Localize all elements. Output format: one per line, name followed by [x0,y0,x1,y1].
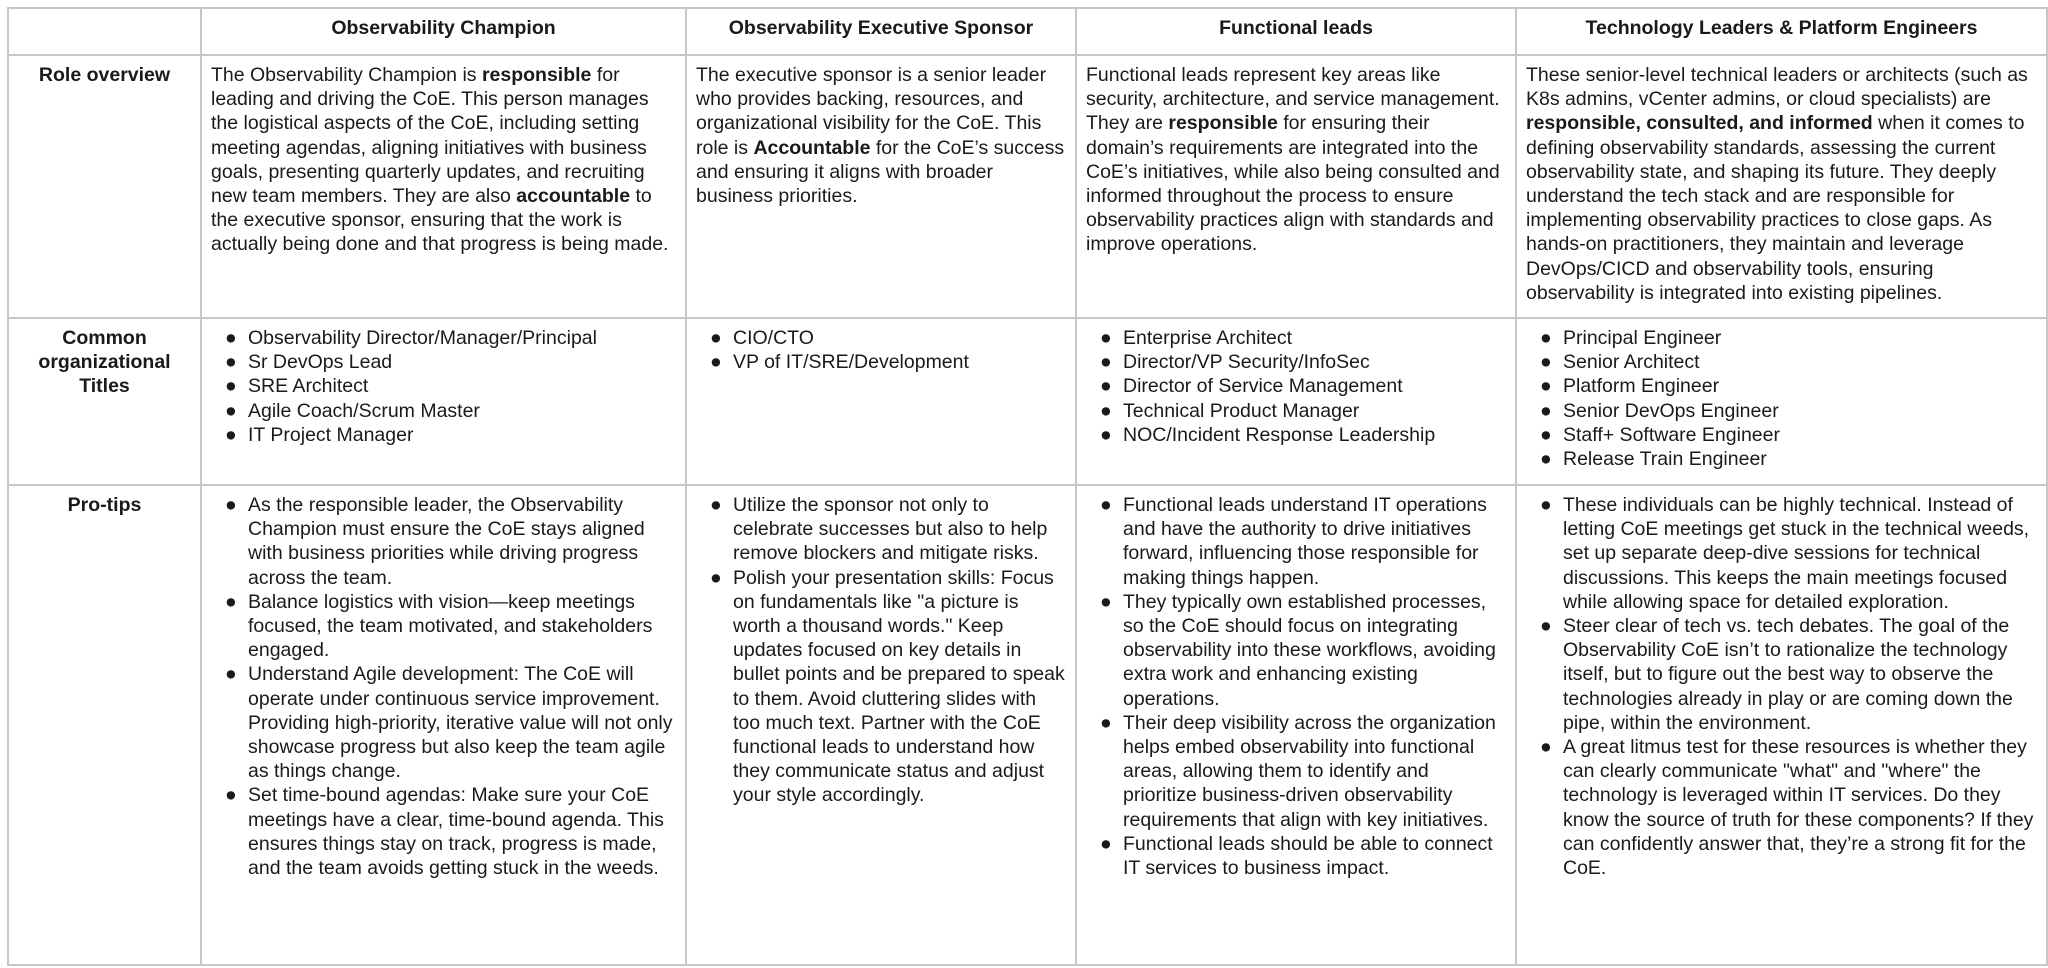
list-item [1086,423,1506,447]
row-header-pro-tips: Pro-tips [8,485,201,965]
titles-champion [201,318,686,485]
list-item [211,783,676,880]
list-item-text: Balance logistics with vision—keep meetings focused, the team motivated, and stakeholders engaged. [248,590,653,662]
titles-list [1526,326,2037,471]
header-functional-leads: Functional leads [1076,8,1516,55]
list-item-text: Director of Service Management [1123,375,1403,398]
list-item-text: Staff+ Software Engineer [1563,423,1780,446]
bullet-icon: ● [225,327,237,349]
bullet-icon: ● [1540,351,1552,374]
titles-functional-leads [1076,318,1516,485]
list-item-text: Technical Product Manager [1123,399,1360,422]
list-item [211,423,676,447]
roles-table [7,7,2048,966]
row-header-common-titles: Common organizational Titles [8,318,201,485]
list-item [1086,399,1506,423]
list-item [211,374,676,398]
list-item-text: Release Train Engineer [1563,448,1767,471]
tips-sponsor [686,485,1076,965]
list-item [211,662,676,783]
list-item [1526,493,2037,614]
body-text: These senior-level technical leaders or architects (such as K8s admins, vCenter admins, or cloud specialists) are [1526,64,2028,111]
list-item-text: Sr DevOps Lead [248,351,393,374]
bullet-icon: ● [1100,327,1112,349]
list-item [696,326,1066,350]
bullet-icon: ● [1540,375,1552,398]
list-item-text: SRE Architect [248,375,369,398]
titles-sponsor [686,318,1076,485]
tips-list [1526,493,2037,880]
emphasis-text: Accountable [753,136,871,159]
bullet-icon: ● [1540,736,1552,759]
header-executive-sponsor: Observability Executive Sponsor [686,8,1076,55]
pro-tips-row [8,485,2047,965]
tips-technology-leaders [1516,485,2047,965]
bullet-icon: ● [225,351,237,374]
titles-technology-leaders [1516,318,2047,485]
list-item-text: A great litmus test for these resources is whether they can clearly communicate "what" and "where" the technology is leveraged within IT services. Do they know the source of truth for these components? If they can confidently answer that, they’re a strong fit for the CoE. [1563,736,2034,880]
list-item-text: Functional leads should be able to connect IT services to business impact. [1123,832,1493,880]
tips-list [696,493,1066,808]
body-text: for leading and driving the CoE. This person manages the logistical aspects of the CoE, including setting meeting agendas, aligning initiatives with business goals, presenting quarterly updates, and recruiting new team members. They are also [211,64,649,208]
list-item [696,350,1066,374]
list-item-text: Their deep visibility across the organization helps embed observability into functional areas, allowing them to identify and prioritize business-driven observability requirements that align with key initiatives. [1123,711,1496,831]
bullet-icon: ● [1100,494,1112,516]
list-item [211,493,676,590]
list-item-text: They typically own established processes, so the CoE should focus on integrating observability into these workflows, avoiding extra work and enhancing existing operations. [1123,590,1496,710]
emphasis-text: responsible [481,64,592,86]
overview-sponsor [686,55,1076,318]
list-item-text: IT Project Manager [248,423,414,446]
header-technology-leaders: Technology Leaders & Platform Engineers [1516,8,2047,55]
list-item-text: Set time-bound agendas: Make sure your CoE meetings have a clear, time-bound agenda. This ensures things stay on track, progress is made, and the team avoids getting stuck in the weeds. [248,784,664,880]
body-text: Functional leads represent key areas like security, architecture, and service management. They are [1086,64,1500,135]
role-overview-row [8,55,2047,318]
list-item-text: Senior Architect [1563,351,1700,374]
bullet-icon: ● [1540,423,1552,446]
emphasis-text: accountable [516,185,631,208]
bullet-icon: ● [1100,832,1112,855]
list-item-text: Agile Coach/Scrum Master [248,399,480,422]
bullet-icon: ● [1100,423,1112,446]
list-item-text: Enterprise Architect [1123,327,1293,349]
list-item-text: CIO/CTO [733,327,814,349]
bullet-icon: ● [225,494,237,516]
list-item [1086,711,1506,832]
list-item-text: Director/VP Security/InfoSec [1123,351,1370,374]
list-item-text: Steer clear of tech vs. tech debates. The goal of the Observability CoE isn’t to rationalize the technology itself, but to figure out the best way to observe the technologies already in play or are coming down the pipe, within the environment. [1563,615,2013,734]
overview-functional-leads [1076,55,1516,318]
bullet-icon: ● [225,784,237,807]
list-item-text: These individuals can be highly technical. Instead of letting CoE meetings get stuck in the technical weeds, set up separate deep-dive sessions for technical discussions. This keeps the main meetings focused while allowing space for detailed exploration. [1563,494,2030,613]
bullet-icon: ● [225,663,237,686]
bullet-icon: ● [1100,711,1112,734]
bullet-icon: ● [710,566,722,589]
header-observability-champion: Observability Champion [201,8,686,55]
titles-list [696,326,1066,374]
list-item-text: As the responsible leader, the Observability Champion must ensure the CoE stays aligned with business priorities while driving progress across the team. [248,494,645,589]
bullet-icon: ● [1540,327,1552,349]
list-item [1086,832,1506,880]
emphasis-text: responsible [1168,112,1278,135]
body-text: when it comes to defining observability standards, assessing the current observability state, and shaping its future. They deeply understand the tech stack and are responsible for implementing observability practices to close gaps. As hands-on practitioners, they maintain and leverage DevOps/CICD and observability tools, ensuring observability is integrated into existing pipelines. [1526,112,2025,304]
list-item [696,493,1066,566]
header-row [8,8,2047,55]
list-item-text: VP of IT/SRE/Development [733,351,969,374]
tips-list [211,493,676,880]
bullet-icon: ● [225,375,237,398]
list-item [1526,350,2037,374]
list-item-text: Principal Engineer [1563,327,1722,349]
body-text: to the executive sponsor, ensuring that the work is actually being done and that progress is being made. [211,185,669,256]
list-item [1526,447,2037,471]
common-titles-row [8,318,2047,485]
bullet-icon: ● [1540,399,1552,422]
body-text: The Observability Champion is [211,64,482,86]
list-item [1526,374,2037,398]
tips-list [1086,493,1506,880]
list-item [1086,493,1506,590]
body-text: for ensuring their domain’s requirements are integrated into the CoE’s initiatives, while also being consulted and informed throughout the process to ensure observability practices align with standards and improve operations. [1086,112,1500,256]
bullet-icon: ● [1540,494,1552,516]
bullet-icon: ● [710,494,722,516]
bullet-icon: ● [225,423,237,446]
list-item [211,326,676,350]
list-item [211,350,676,374]
list-item-text: Functional leads understand IT operations and have the authority to drive initiatives forward, influencing those responsible for making things happen. [1123,494,1487,589]
emphasis-text: responsible, consulted, and informed [1526,112,1873,135]
list-item [696,566,1066,808]
list-item-text: NOC/Incident Response Leadership [1123,423,1436,446]
titles-list [211,326,676,447]
bullet-icon: ● [1100,375,1112,398]
list-item [1526,399,2037,423]
list-item [1526,614,2037,735]
list-item-text: Observability Director/Manager/Principal [248,327,597,349]
bullet-icon: ● [1100,399,1112,422]
header-corner-cell [8,8,201,55]
list-item-text: Senior DevOps Engineer [1563,399,1779,422]
bullet-icon: ● [225,399,237,422]
list-item-text: Platform Engineer [1563,375,1720,398]
list-item [1086,326,1506,350]
tips-champion [201,485,686,965]
list-item [211,590,676,663]
tips-functional-leads [1076,485,1516,965]
body-text: for the CoE’s success and ensuring it aligns with broader business priorities. [696,136,1065,208]
list-item [1526,423,2037,447]
bullet-icon: ● [1540,448,1552,471]
list-item [1526,326,2037,350]
row-header-role-overview: Role overview [8,55,201,318]
list-item-text: Utilize the sponsor not only to celebrate successes but also to help remove blockers and mitigate risks. [733,494,1048,565]
overview-technology-leaders [1516,55,2047,318]
bullet-icon: ● [1100,590,1112,613]
list-item-text: Polish your presentation skills: Focus on fundamentals like "a picture is worth a thousand words." Keep updates focused on key details in bullet points and be prepared to speak to them. Avoid cluttering slides with too much text. Partner with the CoE functional leads to understand how they communicate status and adjust your style accordingly. [733,566,1065,807]
bullet-icon: ● [225,590,237,613]
bullet-icon: ● [710,327,722,349]
titles-list [1086,326,1506,447]
list-item [1526,735,2037,880]
bullet-icon: ● [1540,615,1552,638]
list-item [1086,350,1506,374]
list-item [211,399,676,423]
bullet-icon: ● [1100,351,1112,374]
list-item [1086,590,1506,711]
list-item [1086,374,1506,398]
body-text: The executive sponsor is a senior leader who provides backing, resources, and organizational visibility for the CoE. This role is [696,64,1047,159]
list-item-text: Understand Agile development: The CoE will operate under continuous service improvement. Providing high-priority, iterative value will not only showcase progress but also keep the team agile as things change. [248,663,673,783]
bullet-icon: ● [710,351,722,374]
overview-champion [201,55,686,318]
